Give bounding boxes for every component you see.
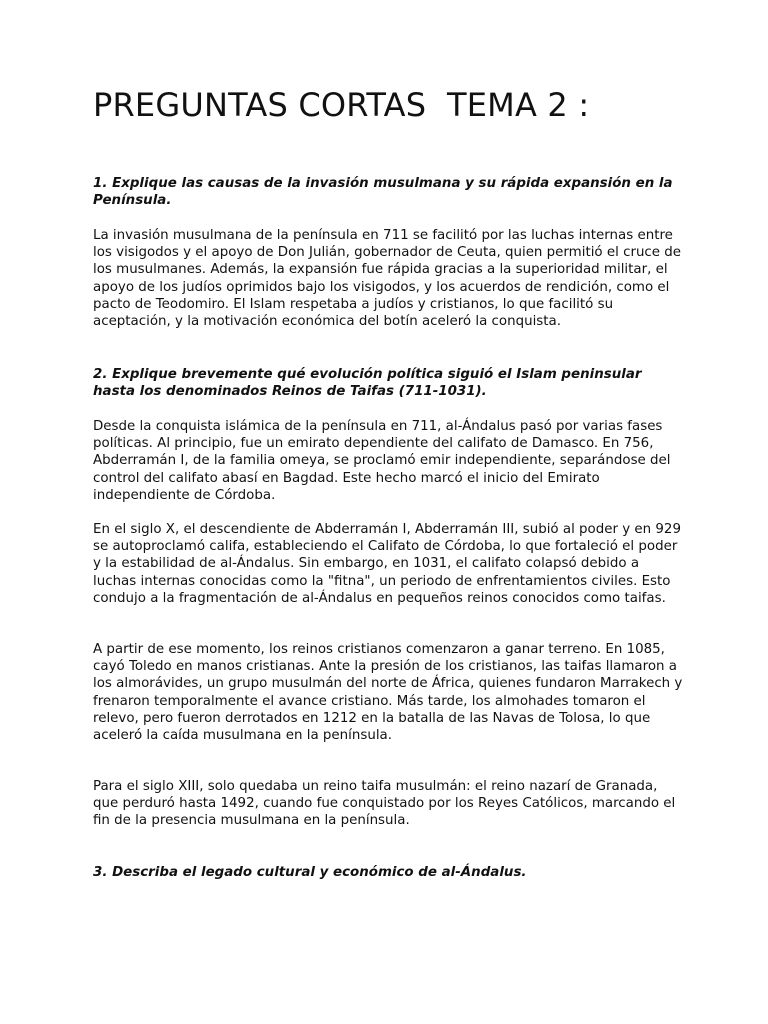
answer-2-paragraph-3: A partir de ese momento, los reinos cristianos comenzaron a ganar terreno. En 1085, cayó Toledo en manos cristianas. Ante la presión de los cristianos, las taifas llamaron a los almorávides, un grupo musulmán del norte de África, quienes fundaron Marrakech y frenaron temporalmente el avance cristiano. Más tarde, los almohades tomaron el relevo, pero fueron derrotados en 1212 en la batalla de las Navas de Tolosa, lo que aceleró la caída musulmana en la península.	[93, 642, 683, 744]
question-1: 1. Explique las causas de la invasión musulmana y su rápida expansión en la Península.	[93, 176, 673, 209]
answer-1-paragraph-1: La invasión musulmana de la península en 711 se facilitó por las luchas internas entre los visigodos y el apoyo de Don Julián, gobernador de Ceuta, quien permitió el cruce de los musulmanes. Además, la expansión fue rápida gracias a la superioridad militar, el apoyo de los judíos oprimidos bajo los visigodos, y los acuerdos de rendición, como el pacto de Teodomiro. El Islam respetaba a judíos y cristianos, lo que facilitó su aceptación, y la motivación económica del botín aceleró la conquista.	[93, 228, 682, 330]
page-title: PREGUNTAS CORTAS TEMA 2 :	[93, 86, 590, 124]
answer-2-paragraph-2: En el siglo X, el descendiente de Abderramán I, Abderramán III, subió al poder y en 929 se autoproclamó califa, estableciendo el Califato de Córdoba, lo que fortaleció el poder y la estabilidad de al-Ándalus. Sin embargo, en 1031, el califato colapsó debido a luchas internas conocidas como la "fitna", un periodo de enfrentamientos civiles. Esto condujo a la fragmentación de al-Ándalus en pequeños reinos conocidos como taifas.	[93, 522, 681, 606]
answer-2-paragraph-4: Para el siglo XIII, solo quedaba un reino taifa musulmán: el reino nazarí de Granada, que perduró hasta 1492, cuando fue conquistado por los Reyes Católicos, marcando el fin de la presencia musulmana en la península.	[93, 779, 676, 829]
answer-2-paragraph-1: Desde la conquista islámica de la península en 711, al-Ándalus pasó por varias fases políticas. Al principio, fue un emirato dependiente del califato de Damasco. En 756, Abderramán I, de la familia omeya, se proclamó emir independiente, separándose del control del califato abasí en Bagdad. Este hecho marcó el inicio del Emirato independiente de Córdoba.	[93, 419, 671, 503]
question-3: 3. Describa el legado cultural y económico de al-Ándalus.	[93, 865, 527, 880]
question-2: 2. Explique brevemente qué evolución política siguió el Islam peninsular hasta los denominados Reinos de Taifas (711-1031).	[93, 367, 642, 400]
